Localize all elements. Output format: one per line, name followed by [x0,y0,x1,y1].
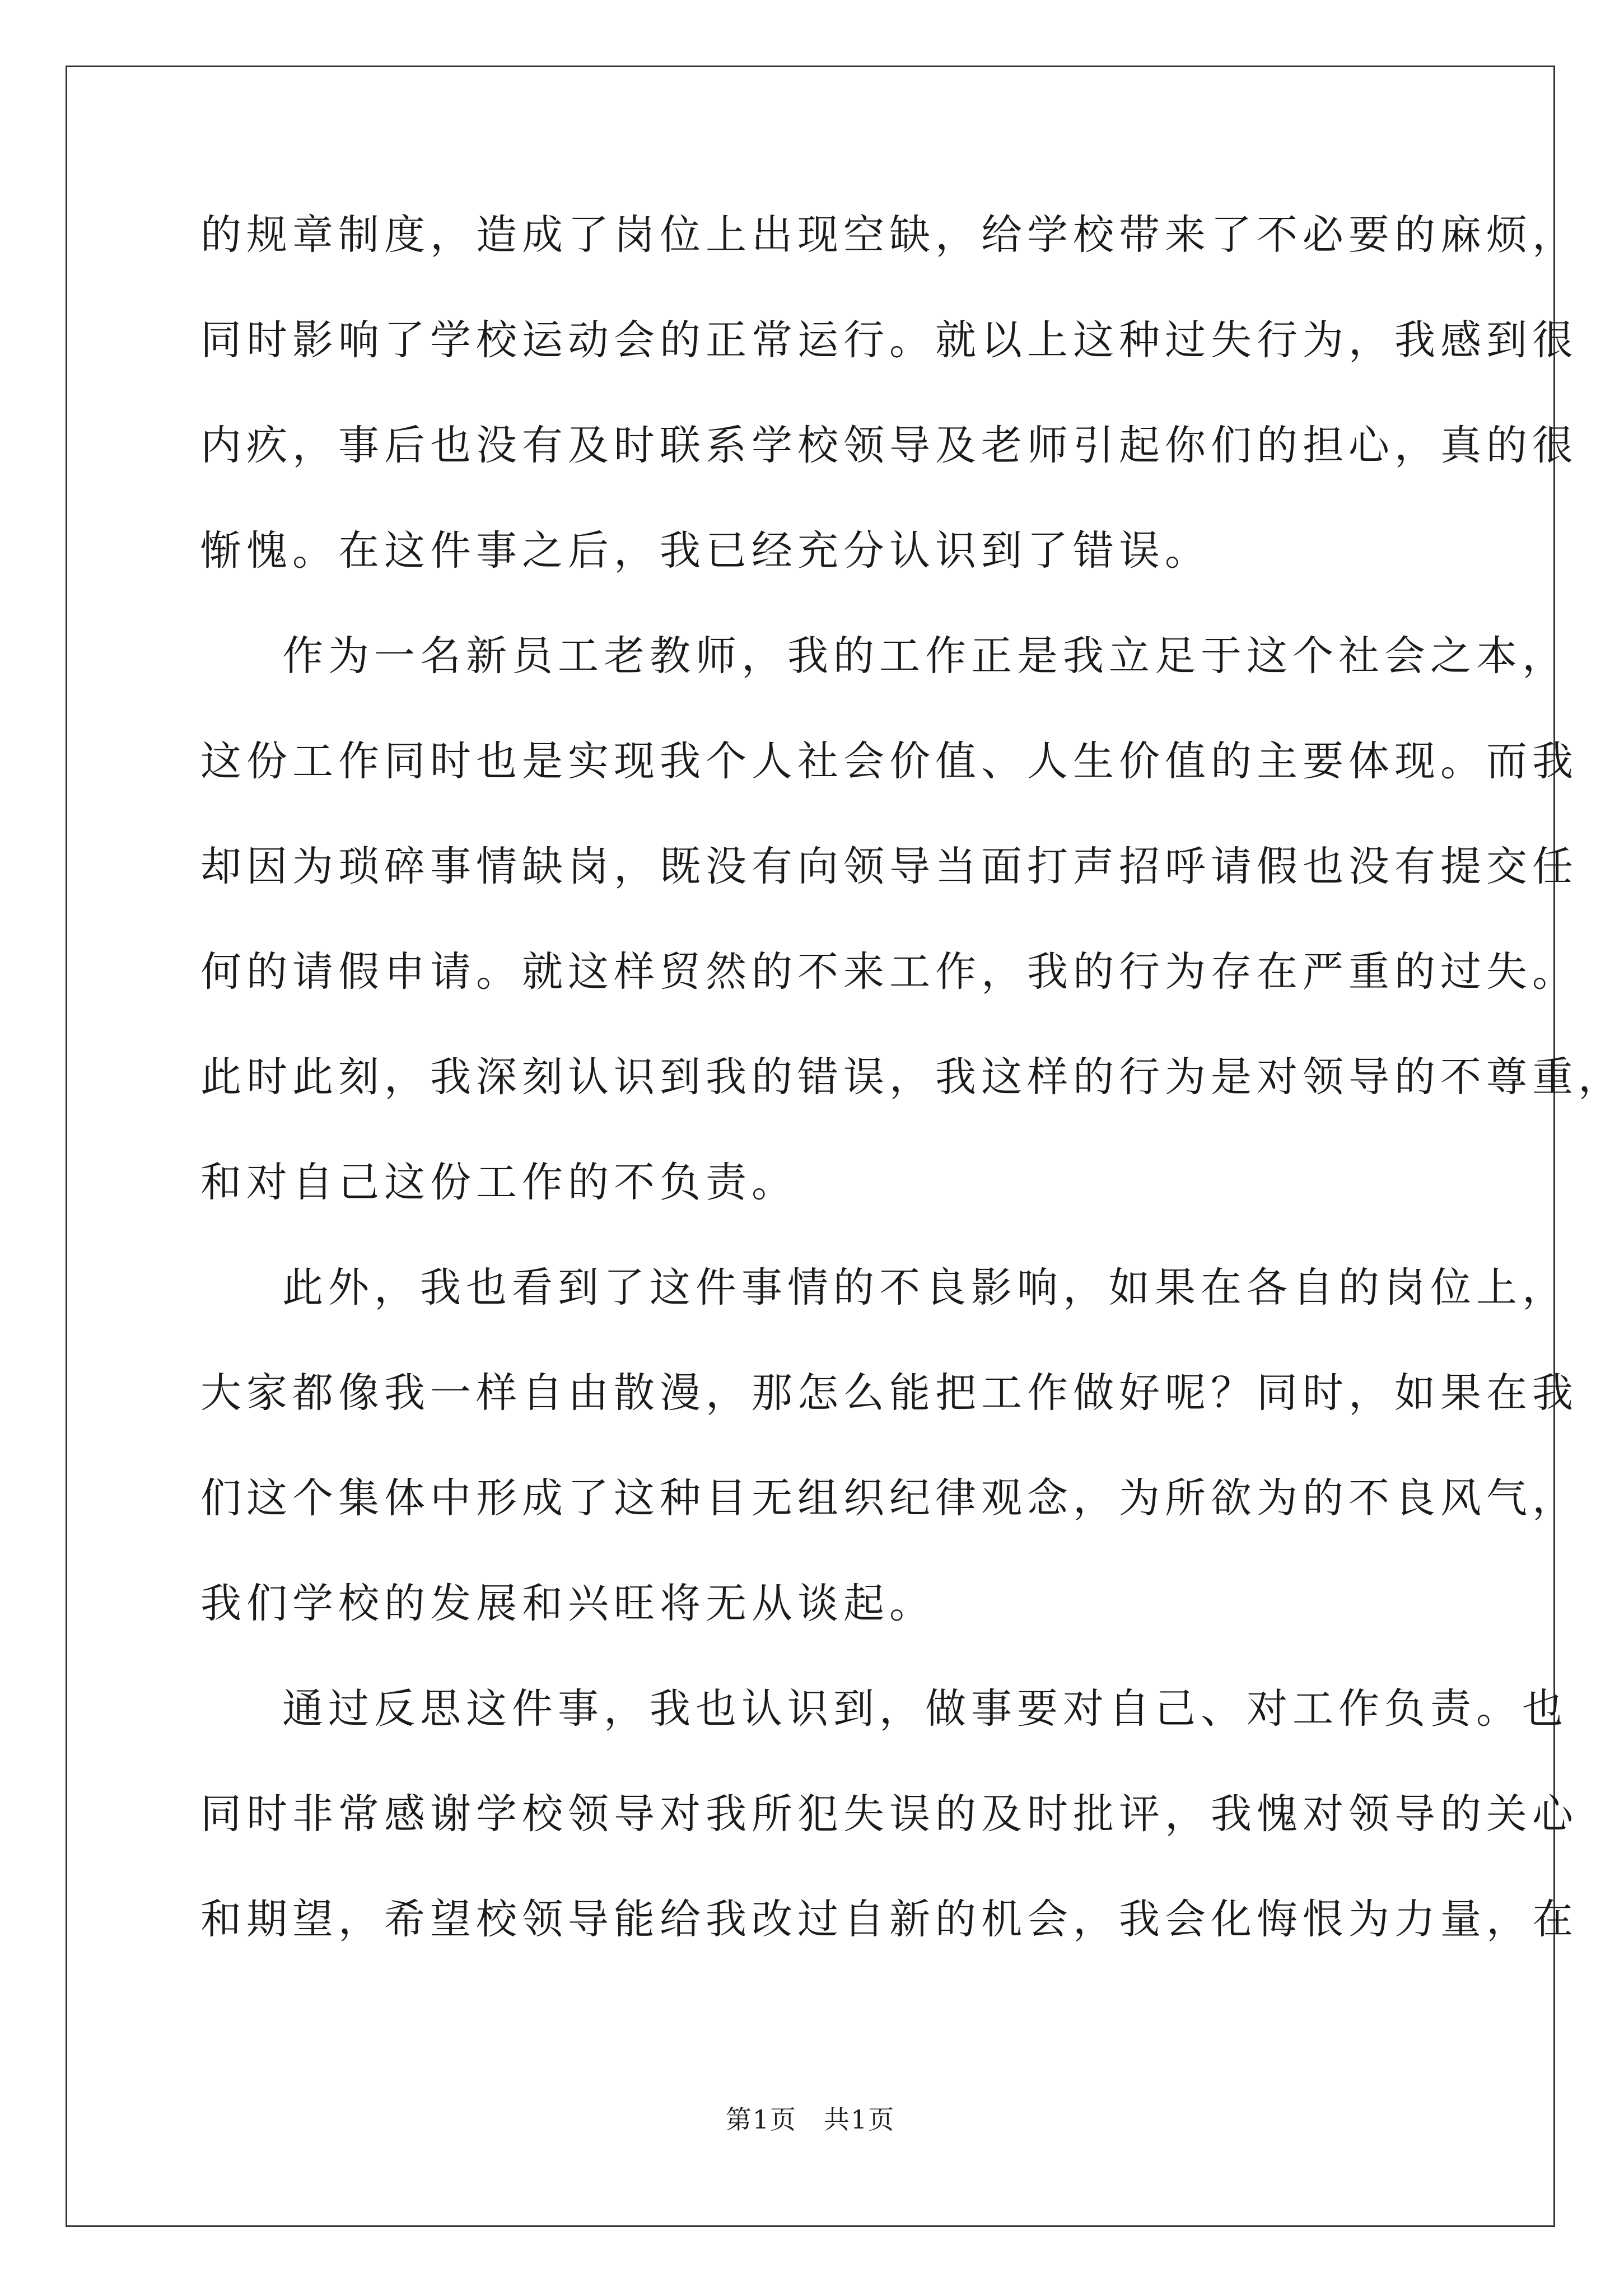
text-line: 此时此刻，我深刻认识到我的错误，我这样的行为是对领导的不尊重， [200,1053,1624,1101]
text-line: 此外，我也看到了这件事情的不良影响，如果在各自的岗位上， [282,1264,1568,1311]
text-line: 惭愧。在这件事之后，我已经充分认识到了错误。 [200,527,1211,575]
text-line: 何的请假申请。就这样贸然的不来工作，我的行为存在严重的过失。 [200,948,1578,996]
text-line: 们这个集体中形成了这种目无组织纪律观念，为所欲为的不良风气， [200,1474,1578,1522]
document-body [200,207,1624,1997]
page-footer: 第1页 共1页 [725,2104,895,2135]
text-line: 和期望，希望校领导能给我改过自新的机会，我会化悔恨为力量，在 [200,1896,1578,1943]
text-line: 作为一名新员工老教师，我的工作正是我立足于这个社会之本， [282,632,1568,680]
text-line: 同时非常感谢学校领导对我所犯失误的及时批评，我愧对领导的关心 [200,1790,1578,1838]
text-line: 内疚，事后也没有及时联系学校领导及老师引起你们的担心，真的很 [200,422,1578,469]
text-line: 的规章制度，造成了岗位上出现空缺，给学校带来了不必要的麻烦， [200,211,1578,259]
text-line: 却因为琐碎事情缺岗，既没有向领导当面打声招呼请假也没有提交任 [200,843,1578,890]
text-line: 通过反思这件事，我也认识到，做事要对自己、对工作负责。也 [282,1685,1568,1733]
text-line: 大家都像我一样自由散漫，那怎么能把工作做好呢？同时，如果在我 [200,1369,1578,1417]
text-line: 这份工作同时也是实现我个人社会价值、人生价值的主要体现。而我 [200,737,1578,785]
text-line: 和对自己这份工作的不负责。 [200,1159,797,1206]
text-line: 同时影响了学校运动会的正常运行。就以上这种过失行为，我感到很 [200,316,1578,364]
text-line: 我们学校的发展和兴旺将无从谈起。 [200,1580,935,1627]
